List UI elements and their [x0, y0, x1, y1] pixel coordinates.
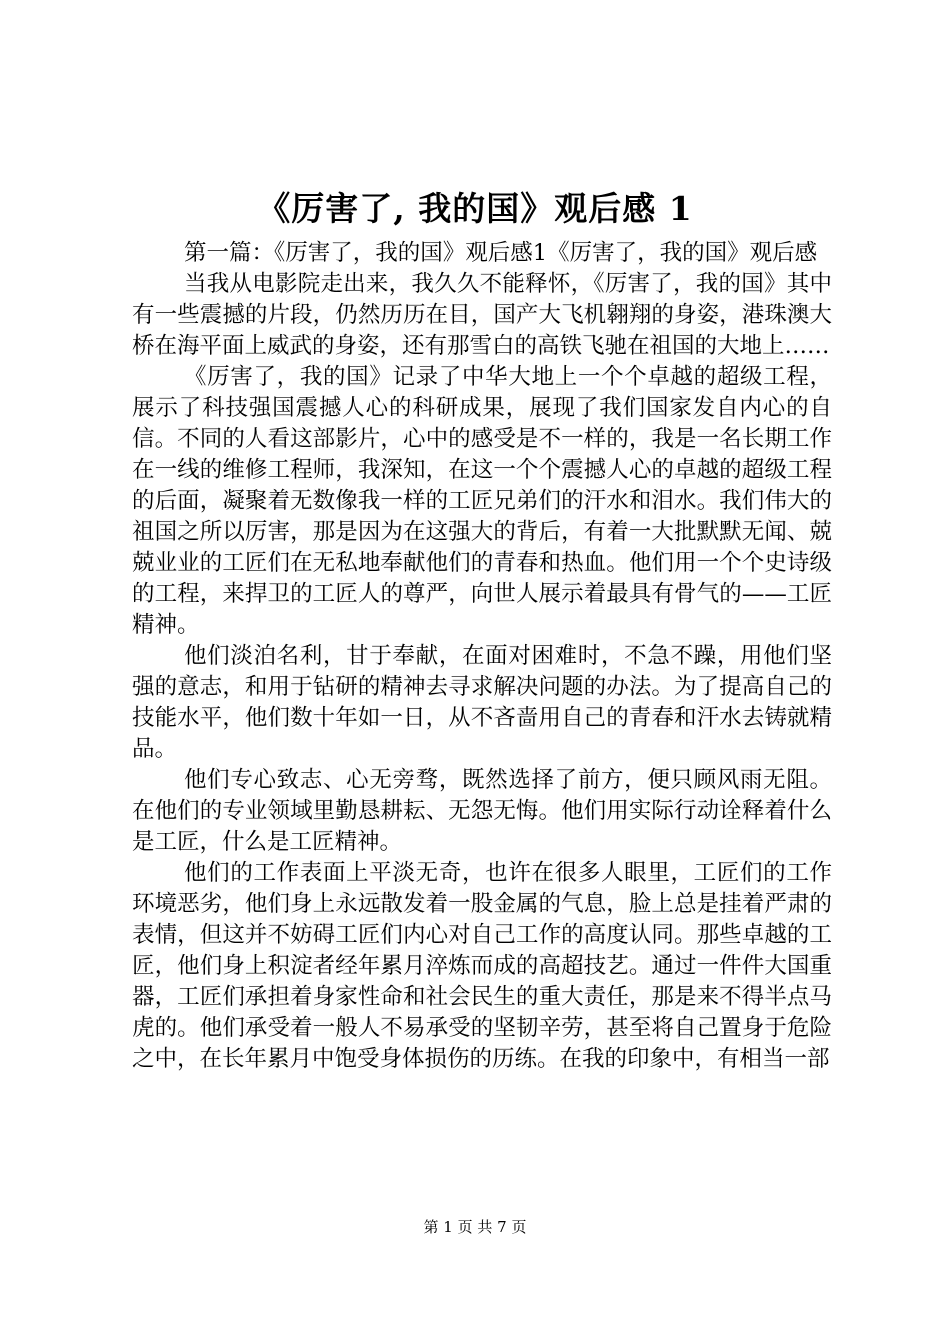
paragraph-5: 他们专心致志、心无旁骛，既然选择了前方，便只顾风雨无阻。在他们的专业领域里勤恳耕耘、无怨无悔。他们用实际行动诠释着什么是工匠，什么是工匠精神。 — [132, 767, 832, 855]
document-body — [132, 238, 832, 1075]
paragraph-1: 第一篇：《厉害了，我的国》观后感1《厉害了，我的国》观后感 — [184, 240, 818, 266]
paragraph-4: 他们淡泊名利，甘于奉献，在面对困难时，不急不躁，用他们坚强的意志，和用于钻研的精神去寻求解决问题的办法。为了提高自己的技能水平，他们数十年如一日，从不吝啬用自己的青春和汗水去铸就精品。 — [132, 643, 832, 762]
paragraph-6: 他们的工作表面上平淡无奇，也许在很多人眼里，工匠们的工作环境恶劣，他们身上永远散发着一股金属的气息，脸上总是挂着严肃的表情，但这并不妨碍工匠们内心对自己工作的高度认同。那些卓越的工匠，他们身上积淀者经年累月淬炼而成的高超技艺。通过一件件大国重器，工匠们承担着身家性命和社会民生的重大责任，那是来不得半点马虎的。他们承受着一般人不易承受的坚韧辛劳，甚至将自己置身于危险之中，在长年累月中饱受身体损伤的历练。在我的印象中，有相当一部 — [132, 860, 832, 1072]
page-footer: 第 1 页 共 7 页 — [423, 1218, 527, 1236]
paragraph-2: 当我从电影院走出来，我久久不能释怀，《厉害了，我的国》其中有一些震撼的片段，仍然历历在目，国产大飞机翱翔的身姿，港珠澳大桥在海平面上威武的身姿，还有那雪白的高铁飞驰在祖国的大地上…… — [132, 271, 832, 359]
document-title: 《厉害了, 我的国》观后感 1 — [257, 189, 693, 228]
paragraph-3: 《厉害了，我的国》记录了中华大地上一个个卓越的超级工程，展示了科技强国震撼人心的科研成果，展现了我们国家发自内心的自信。不同的人看这部影片，心中的感受是不一样的，我是一名长期工作在一线的维修工程师，我深知，在这一个个震撼人心的卓越的超级工程的后面，凝聚着无数像我一样的工匠兄弟们的汗水和泪水。我们伟大的祖国之所以厉害，那是因为在这强大的背后，有着一大批默默无闻、兢兢业业的工匠们在无私地奉献他们的青春和热血。他们用一个个史诗级的工程，来捍卫的工匠人的尊严，向世人展示着最具有骨气的——工匠精神。 — [132, 364, 832, 638]
